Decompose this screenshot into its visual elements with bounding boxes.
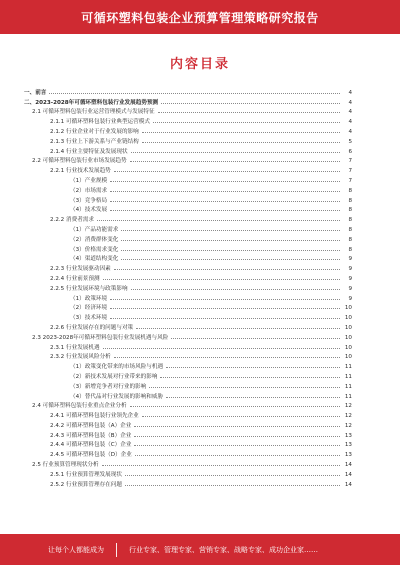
toc-entry-label: 2.2.6 行业发展存在的问题与对策 [50, 324, 134, 331]
toc-leader-dots [134, 436, 340, 437]
toc-entry-label: 2.1.1 可循环塑料包装行业典型运营模式 [50, 119, 150, 126]
toc-entry-label: （3）新增竞争者对行业的影响 [70, 383, 147, 390]
toc-entry[interactable] [18, 370, 352, 380]
toc-entry[interactable] [18, 409, 352, 419]
toc-entry-page: 11 [344, 373, 352, 380]
toc-leader-dots [121, 250, 340, 251]
toc-entry-page: 8 [348, 207, 352, 214]
toc-entry[interactable] [18, 360, 352, 370]
toc-entry[interactable] [18, 302, 352, 312]
toc-leader-dots [121, 259, 340, 260]
toc-leader-dots [103, 348, 340, 349]
toc-entry[interactable] [18, 223, 352, 233]
toc-entry[interactable] [18, 311, 352, 321]
toc-entry[interactable] [18, 115, 352, 125]
footer-slogan: 让每个人都能成为 [48, 545, 104, 554]
toc-leader-dots [114, 357, 340, 358]
table-of-contents [18, 86, 352, 488]
toc-entry[interactable] [18, 439, 352, 449]
toc-entry-label: （2）经济环境 [70, 305, 108, 312]
toc-entry-label: 2.4.1 可循环塑料包装行业领先企业 [50, 413, 139, 420]
toc-entry-page: 14 [344, 471, 352, 478]
toc-entry-page: 11 [344, 383, 352, 390]
toc-entry-label: 2.2.1 行业技术发展趋势 [50, 168, 111, 175]
toc-entry-page: 13 [344, 432, 352, 439]
toc-entry[interactable] [18, 468, 352, 478]
toc-entry-label: （3）技术环境 [70, 315, 108, 322]
toc-entry[interactable] [18, 194, 352, 204]
footer-divider [116, 543, 117, 557]
toc-entry-page: 9 [348, 275, 352, 282]
toc-leader-dots [110, 299, 340, 300]
toc-entry-label: 二、2023-2028年可循环塑料包装行业发展趋势预测 [24, 99, 159, 106]
toc-entry[interactable] [18, 478, 352, 488]
toc-entry-label: 2.4.5 可循环塑料包装（D）企业 [50, 452, 132, 459]
toc-leader-dots [142, 416, 340, 417]
toc-entry-page: 7 [348, 177, 352, 184]
toc-entry[interactable] [18, 262, 352, 272]
toc-entry-label: （2）市场需求 [70, 187, 108, 194]
toc-entry-label: 2.1.4 行业主要特征及发展现状 [50, 148, 128, 155]
toc-entry[interactable] [18, 292, 352, 302]
toc-entry-label: 2.2.5 行业发展环境与政策影响 [50, 285, 128, 292]
toc-leader-dots [49, 93, 340, 94]
toc-entry[interactable] [18, 155, 352, 165]
toc-leader-dots [121, 230, 340, 231]
toc-entry[interactable] [18, 380, 352, 390]
toc-entry-page: 10 [344, 305, 352, 312]
toc-entry-page: 7 [348, 158, 352, 165]
toc-leader-dots [166, 397, 340, 398]
toc-entry[interactable] [18, 184, 352, 194]
toc-entry[interactable] [18, 272, 352, 282]
footer-audience: 行业专家、管理专家、营销专家、战略专家、成功企业家…… [129, 545, 318, 554]
toc-entry-page: 10 [344, 334, 352, 341]
toc-entry[interactable] [18, 243, 352, 253]
toc-entry[interactable] [18, 351, 352, 361]
toc-entry[interactable] [18, 213, 352, 223]
toc-entry-page: 4 [348, 89, 352, 96]
toc-entry[interactable] [18, 282, 352, 292]
report-title: 可循环塑料包装企业预算管理策略研究报告 [81, 10, 319, 25]
toc-entry-page: 4 [348, 128, 352, 135]
toc-entry-label: （4）技术发展 [70, 207, 108, 214]
header-banner [0, 0, 400, 34]
toc-leader-dots [110, 181, 340, 182]
toc-entry-page: 7 [348, 168, 352, 175]
toc-leader-dots [110, 318, 340, 319]
toc-entry-page: 10 [344, 315, 352, 322]
toc-entry-page: 14 [344, 481, 352, 488]
toc-entry-page: 12 [344, 403, 352, 410]
toc-entry[interactable] [18, 125, 352, 135]
toc-entry-label: 2.3.1 行业发展机遇 [50, 344, 100, 351]
toc-entry[interactable] [18, 390, 352, 400]
toc-entry[interactable] [18, 253, 352, 263]
toc-entry-label: 2.1.3 行业上下游关系与产业链结构 [50, 138, 139, 145]
toc-leader-dots [135, 455, 340, 456]
toc-entry-page: 10 [344, 324, 352, 331]
toc-entry-label: （4）替代品对行业发展的影响和威胁 [70, 393, 164, 400]
toc-leader-dots [171, 338, 340, 339]
toc-entry-label: （1）产品功能需求 [70, 226, 119, 233]
toc-leader-dots [110, 308, 340, 309]
toc-entry-label: 2.4 可循环塑料包装行业重点企业分析 [32, 403, 127, 410]
toc-entry-page: 11 [344, 364, 352, 371]
toc-entry-label: 2.3.2 行业发展风险分析 [50, 354, 111, 361]
toc-leader-dots [125, 485, 340, 486]
toc-entry-page: 10 [344, 354, 352, 361]
toc-entry-label: （4）渠道结构变化 [70, 256, 119, 263]
toc-entry-page: 11 [344, 393, 352, 400]
toc-entry-label: 一、前言 [24, 89, 47, 96]
toc-leader-dots [97, 220, 340, 221]
toc-entry-label: （3）价格需求变化 [70, 246, 119, 253]
toc-leader-dots [114, 171, 340, 172]
toc-leader-dots [160, 377, 340, 378]
toc-entry[interactable] [18, 458, 352, 468]
toc-entry-label: 2.5.1 行业预算管理发展现状 [50, 471, 122, 478]
toc-entry[interactable] [18, 448, 352, 458]
toc-entry-label: （2）消费群体变化 [70, 236, 119, 243]
toc-entry-label: 2.1 可循环塑料包装行业运营管理模式与发展特征 [32, 109, 155, 116]
toc-leader-dots [149, 387, 340, 388]
toc-entry-label: 2.4.3 可循环塑料包装（B）企业 [50, 432, 132, 439]
toc-entry[interactable] [18, 86, 352, 96]
toc-leader-dots [110, 201, 340, 202]
toc-entry[interactable] [18, 331, 352, 341]
toc-entry[interactable] [18, 164, 352, 174]
toc-entry[interactable] [18, 96, 352, 106]
toc-leader-dots [158, 112, 340, 113]
toc-entry-page: 4 [348, 99, 352, 106]
toc-leader-dots [125, 475, 340, 476]
toc-leader-dots [153, 122, 340, 123]
toc-entry-page: 9 [348, 295, 352, 302]
toc-leader-dots [110, 210, 340, 211]
toc-entry[interactable] [18, 135, 352, 145]
toc-leader-dots [114, 269, 340, 270]
toc-entry-label: 2.4.2 可循环塑料包装（A）企业 [50, 422, 132, 429]
toc-entry-page: 8 [348, 236, 352, 243]
toc-entry-page: 6 [348, 148, 352, 155]
toc-entry-page: 5 [348, 138, 352, 145]
toc-entry-label: （1）政策环境 [70, 295, 108, 302]
toc-leader-dots [142, 132, 340, 133]
toc-entry[interactable] [18, 145, 352, 155]
toc-entry[interactable] [18, 400, 352, 410]
toc-entry-label: 2.3 2023-2028年可循环塑料包装行业发展机遇与风险 [32, 334, 169, 341]
toc-entry-label: 2.2.4 行业前景预测 [50, 275, 100, 282]
toc-entry-page: 4 [348, 109, 352, 116]
toc-entry[interactable] [18, 174, 352, 184]
toc-leader-dots [134, 426, 340, 427]
toc-entry-page: 8 [348, 187, 352, 194]
toc-entry-label: （1）产业规模 [70, 177, 108, 184]
toc-entry[interactable] [18, 233, 352, 243]
toc-entry-page: 9 [348, 256, 352, 263]
toc-entry-label: 2.4.4 可循环塑料包装（C）企业 [50, 442, 132, 449]
toc-leader-dots [131, 289, 340, 290]
toc-leader-dots [136, 328, 340, 329]
toc-leader-dots [102, 465, 340, 466]
toc-entry-label: 2.2.3 行业发展驱动因素 [50, 266, 111, 273]
toc-leader-dots [121, 240, 340, 241]
toc-entry[interactable] [18, 429, 352, 439]
toc-entry-label: （1）政策变化带来的市场风险与机遇 [70, 364, 164, 371]
toc-entry-page: 12 [344, 422, 352, 429]
toc-entry-page: 12 [344, 413, 352, 420]
toc-entry-page: 13 [344, 442, 352, 449]
toc-entry-label: 2.2.2 消费者需求 [50, 217, 94, 224]
toc-leader-dots [161, 103, 340, 104]
toc-heading: 内容目录 [169, 57, 230, 72]
toc-leader-dots [142, 142, 340, 143]
toc-entry-label: 2.1.2 行业企业对于行业发展的影响 [50, 128, 139, 135]
toc-leader-dots [130, 161, 340, 162]
toc-entry-page: 10 [344, 344, 352, 351]
toc-leader-dots [134, 445, 340, 446]
toc-leader-dots [130, 406, 340, 407]
toc-entry-page: 8 [348, 197, 352, 204]
toc-entry-page: 8 [348, 217, 352, 224]
toc-entry-label: 2.2 可循环塑料包装行业市场发展趋势 [32, 158, 127, 165]
toc-entry-page: 9 [348, 266, 352, 273]
toc-entry-page: 9 [348, 285, 352, 292]
toc-entry-label: （2）新技术发展对行业带来的影响 [70, 373, 158, 380]
toc-leader-dots [131, 152, 340, 153]
toc-entry[interactable] [18, 341, 352, 351]
toc-entry[interactable] [18, 321, 352, 331]
toc-entry-page: 8 [348, 246, 352, 253]
toc-entry-label: 2.5.2 行业预算管理存在问题 [50, 481, 122, 488]
toc-entry-label: （3）竞争格局 [70, 197, 108, 204]
toc-leader-dots [166, 367, 340, 368]
footer-banner [0, 534, 400, 565]
toc-entry-label: 2.5 行业预算管理现状分析 [32, 462, 99, 469]
toc-entry[interactable] [18, 419, 352, 429]
toc-entry-page: 13 [344, 452, 352, 459]
toc-entry[interactable] [18, 204, 352, 214]
toc-entry[interactable] [18, 106, 352, 116]
toc-leader-dots [110, 191, 340, 192]
toc-entry-page: 8 [348, 226, 352, 233]
toc-leader-dots [103, 279, 340, 280]
toc-entry-page: 14 [344, 462, 352, 469]
toc-entry-page: 4 [348, 119, 352, 126]
